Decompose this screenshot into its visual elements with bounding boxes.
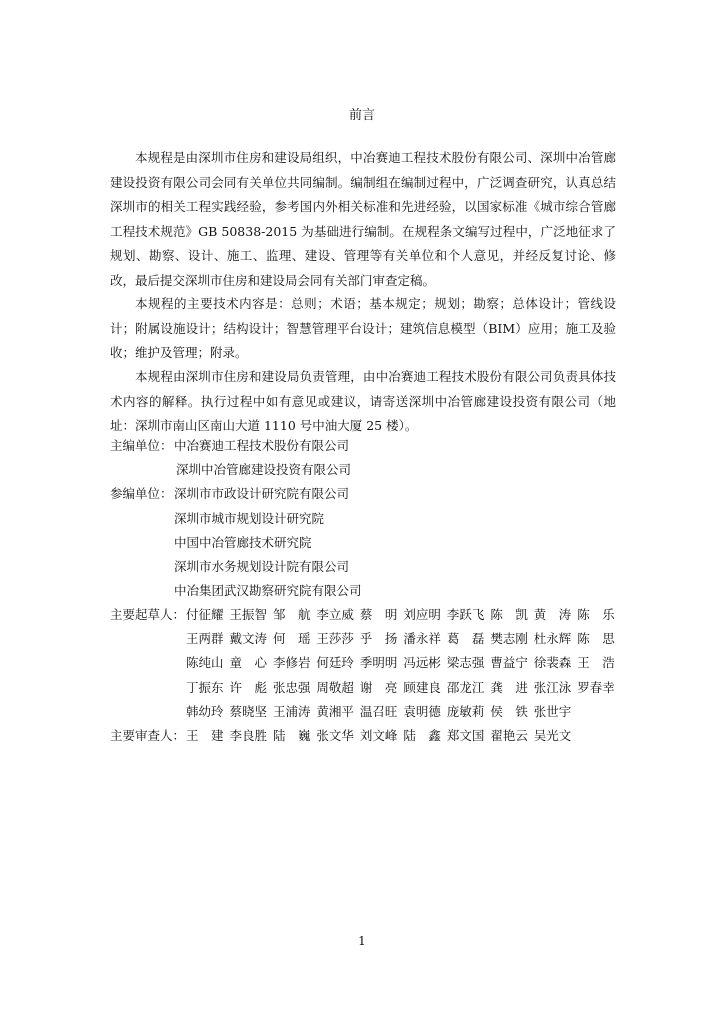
reviewers-row <box>110 726 630 746</box>
participating-unit-item: 深圳市城市规划设计研究院 <box>174 511 325 526</box>
participating-unit-item: 中国中冶管廊技术研究院 <box>174 535 312 550</box>
participating-unit-item: 深圳市市政设计研究院有限公司 <box>174 486 350 501</box>
chief-units-row <box>110 436 630 456</box>
participating-unit-item: 中冶集团武汉勘察研究院有限公司 <box>174 583 362 598</box>
drafters-row <box>110 605 630 625</box>
drafters-line: 王两群 戴文涛 何 瑶 王莎莎 乎 扬 潘永祥 葛 磊 樊志刚 杜永辉 陈 思 <box>186 631 615 646</box>
reviewers-label: 主要审查人： <box>110 728 186 743</box>
chief-units-label: 主编单位： <box>110 438 173 453</box>
drafters-line: 韩幼玲 蔡晓坚 王浦涛 黄湘平 温召旺 袁明德 庞敏莉 侯 铁 张世宇 <box>186 704 572 719</box>
participating-units-row <box>110 484 630 504</box>
paragraph-intro: 本规程是由深圳市住房和建设局组织，中冶赛迪工程技术股份有限公司、深圳中冶管廊建设投资有限公司会同有关单位共同编制。编制组在编制过程中，广泛调查研究，认真总结深圳市的相关工程实践经验，参考国内外相关标准和先进经验，以国家标准《城市综合管廊工程技术规范》GB 50838-2015 为基础进行编制。在规程条文编写过程中，广泛地征求了规划、勘察、设计、施工、监理、建设、管理等有关单位和个人意见，并经反复讨论、修改，最后提交深圳市住房和建设局会同有关部门审查定稿。 <box>110 150 616 288</box>
chief-unit-item: 中冶赛迪工程技术股份有限公司 <box>174 438 350 453</box>
page-number: 1 <box>358 934 366 948</box>
page-title: 前言 <box>348 108 375 123</box>
participating-units-label: 参编单位： <box>110 486 173 501</box>
chief-unit-item: 深圳中冶管廊建设投资有限公司 <box>176 462 352 477</box>
drafters-line: 陈纯山 童 心 李修岩 何廷玲 季明明 冯远彬 梁志强 曹益宁 徐裴森 王 浩 <box>186 655 615 670</box>
drafters-line: 付征耀 王振智 邹 航 李立威 蔡 明 刘应明 李跃飞 陈 凯 黄 涛 陈 乐 <box>186 607 615 622</box>
drafters-label: 主要起草人： <box>110 607 186 622</box>
paragraph-management: 本规程由深圳市住房和建设局负责管理，由中冶赛迪工程技术股份有限公司负责具体技术内容的解释。执行过程中如有意见或建议，请寄送深圳中冶管廊建设投资有限公司（地址：深圳市南山区南山大道 1110 号中油大厦 25 楼）。 <box>110 369 616 433</box>
drafters-line: 丁振东 许 彪 张忠强 周敬超 谢 亮 顾建良 邵龙江 龚 进 张江泳 罗春幸 <box>186 680 615 695</box>
participating-unit-item: 深圳市水务规划设计院有限公司 <box>174 559 350 574</box>
paragraph-contents: 本规程的主要技术内容是：总则；术语；基本规定；规划；勘察；总体设计；管线设计；附属设施设计；结构设计；智慧管理平台设计；建筑信息模型（BIM）应用；施工及验收；维护及管理；附录。 <box>110 296 616 360</box>
reviewers-line: 王 建 李良胜 陆 巍 张文华 刘文峰 陆 鑫 郑文国 翟艳云 吴光文 <box>186 728 572 743</box>
